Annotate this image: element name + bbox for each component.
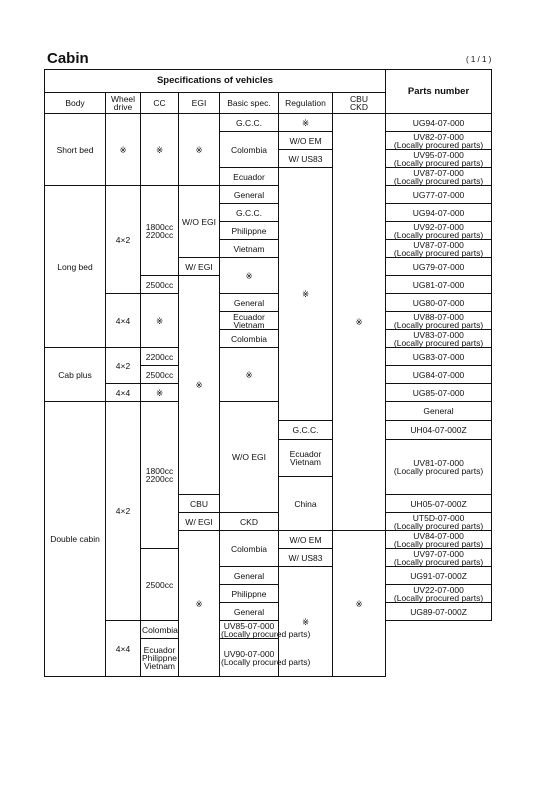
- mark-cell: ※: [279, 114, 333, 132]
- part-number-cell: UG85-07-000: [386, 384, 492, 402]
- part-number-cell: UG80-07-000: [386, 294, 492, 312]
- spec-cell: G.C.C.: [220, 114, 279, 132]
- spec-cell: Philippne: [220, 585, 279, 603]
- regulation-cell: W/O EM: [279, 132, 333, 150]
- wheel-drive-cell: 4×4: [106, 384, 141, 402]
- body-cell: Long bed: [45, 186, 106, 348]
- wheel-drive-cell: 4×2: [106, 402, 141, 621]
- wheel-drive-header: Wheel drive: [106, 93, 141, 114]
- cbu-ckd-header: CBU CKD: [333, 93, 386, 114]
- part-number-cell: UG79-07-000: [386, 258, 492, 276]
- mark-cell: ※: [179, 276, 220, 495]
- mark-cell: ※: [141, 384, 179, 402]
- spec-cell: G.C.C.: [220, 204, 279, 222]
- wheel-drive-cell: 4×4: [106, 621, 141, 677]
- regulation-header: Regulation: [279, 93, 333, 114]
- spec-cell: General: [220, 294, 279, 312]
- page-title: Cabin: [47, 50, 89, 67]
- spec-cell: Ecuador Vietnam: [279, 440, 333, 477]
- spec-cell: Colombia: [220, 531, 279, 567]
- cc-cell: 1800cc 2200cc: [141, 186, 179, 276]
- cc-cell: 2500cc: [141, 276, 179, 294]
- mark-cell: ※: [141, 114, 179, 186]
- part-number-cell: UV87-07-000 (Locally procured parts): [386, 168, 492, 186]
- spec-header: Specifications of vehicles: [45, 70, 386, 93]
- cc-header: CC: [141, 93, 179, 114]
- mark-cell: ※: [333, 114, 386, 531]
- wheel-drive-cell: 4×2: [106, 186, 141, 294]
- mark-cell: ※: [220, 258, 279, 294]
- regulation-cell: W/ US83: [279, 549, 333, 567]
- mark-cell: ※: [220, 348, 279, 402]
- spec-cell: General: [386, 402, 492, 421]
- egi-cell: W/O EGI: [220, 402, 279, 513]
- part-number-cell: UV83-07-000 (Locally procured parts): [386, 330, 492, 348]
- spec-cell: General: [220, 186, 279, 204]
- spec-cell: Ecuador: [220, 168, 279, 186]
- spec-cell: General: [220, 603, 279, 621]
- spec-cell: China: [279, 477, 333, 531]
- cc-cell: 2500cc: [141, 366, 179, 384]
- part-number-cell: UV81-07-000 (Locally procured parts): [386, 440, 492, 495]
- part-number-cell: UV22-07-000 (Locally procured parts): [386, 585, 492, 603]
- body-cell: Cab plus: [45, 348, 106, 402]
- mark-cell: ※: [141, 294, 179, 348]
- spec-cell: Colombia: [220, 330, 279, 348]
- part-number-cell: UH05-07-000Z: [386, 495, 492, 513]
- part-number-cell: UT5D-07-000 (Locally procured parts): [386, 513, 492, 531]
- part-number-cell: UV88-07-000 (Locally procured parts): [386, 312, 492, 330]
- part-number-cell: UG91-07-000Z: [386, 567, 492, 585]
- wheel-drive-cell: 4×4: [106, 294, 141, 348]
- body-cell: Double cabin: [45, 402, 106, 677]
- spec-cell: General: [220, 567, 279, 585]
- mark-cell: ※: [179, 114, 220, 186]
- wheel-drive-cell: 4×2: [106, 348, 141, 384]
- spec-cell: Colombia: [220, 132, 279, 168]
- cc-cell: 2500cc: [141, 549, 179, 621]
- part-number-cell: UG77-07-000: [386, 186, 492, 204]
- part-number-cell: UG94-07-000: [386, 204, 492, 222]
- spec-cell: Philippne: [220, 222, 279, 240]
- ckd-cell: CKD: [220, 513, 279, 531]
- spec-cell: Ecuador Vietnam: [220, 312, 279, 330]
- part-number-cell: UV97-07-000 (Locally procured parts): [386, 549, 492, 567]
- mark-cell: ※: [279, 567, 333, 677]
- parts-spec-table: [44, 69, 492, 677]
- mark-cell: ※: [179, 531, 220, 677]
- spec-cell: G.C.C.: [279, 421, 333, 440]
- part-number-cell: UV84-07-000 (Locally procured parts): [386, 531, 492, 549]
- basic-spec-header: Basic spec.: [220, 93, 279, 114]
- body-cell: Short bed: [45, 114, 106, 186]
- part-number-cell: UG89-07-000Z: [386, 603, 492, 621]
- mark-cell: ※: [333, 531, 386, 677]
- mark-cell: ※: [279, 168, 333, 421]
- part-number-cell: UH04-07-000Z: [386, 421, 492, 440]
- part-number-cell: UV82-07-000 (Locally procured parts): [386, 132, 492, 150]
- part-number-cell: UG81-07-000: [386, 276, 492, 294]
- part-number-cell: UG83-07-000: [386, 348, 492, 366]
- egi-cell: W/ EGI: [179, 513, 220, 531]
- parts-number-header: Parts number: [386, 70, 492, 114]
- cc-cell: 1800cc 2200cc: [141, 402, 179, 549]
- part-number-cell: UG94-07-000: [386, 114, 492, 132]
- egi-header: EGI: [179, 93, 220, 114]
- regulation-cell: W/O EM: [279, 531, 333, 549]
- spec-cell: Vietnam: [220, 240, 279, 258]
- part-number-cell: UG84-07-000: [386, 366, 492, 384]
- egi-cell: W/O EGI: [179, 186, 220, 258]
- regulation-cell: W/ US83: [279, 150, 333, 168]
- part-number-cell: UV92-07-000 (Locally procured parts): [386, 222, 492, 240]
- part-number-cell: UV95-07-000 (Locally procured parts): [386, 150, 492, 168]
- spec-cell: Colombia: [141, 621, 179, 639]
- spec-cell: Ecuador Philippne Vietnam: [141, 639, 179, 677]
- mark-cell: ※: [106, 114, 141, 186]
- cc-cell: 2200cc: [141, 348, 179, 366]
- part-number-cell: UV87-07-000 (Locally procured parts): [386, 240, 492, 258]
- part-number-cell: UV90-07-000 (Locally procured parts): [220, 639, 279, 677]
- page-indicator: ( 1 / 1 ): [466, 55, 492, 64]
- body-header: Body: [45, 93, 106, 114]
- cbu-cell: CBU: [179, 495, 220, 513]
- egi-cell: W/ EGI: [179, 258, 220, 276]
- part-number-cell: UV85-07-000 (Locally procured parts): [221, 620, 311, 639]
